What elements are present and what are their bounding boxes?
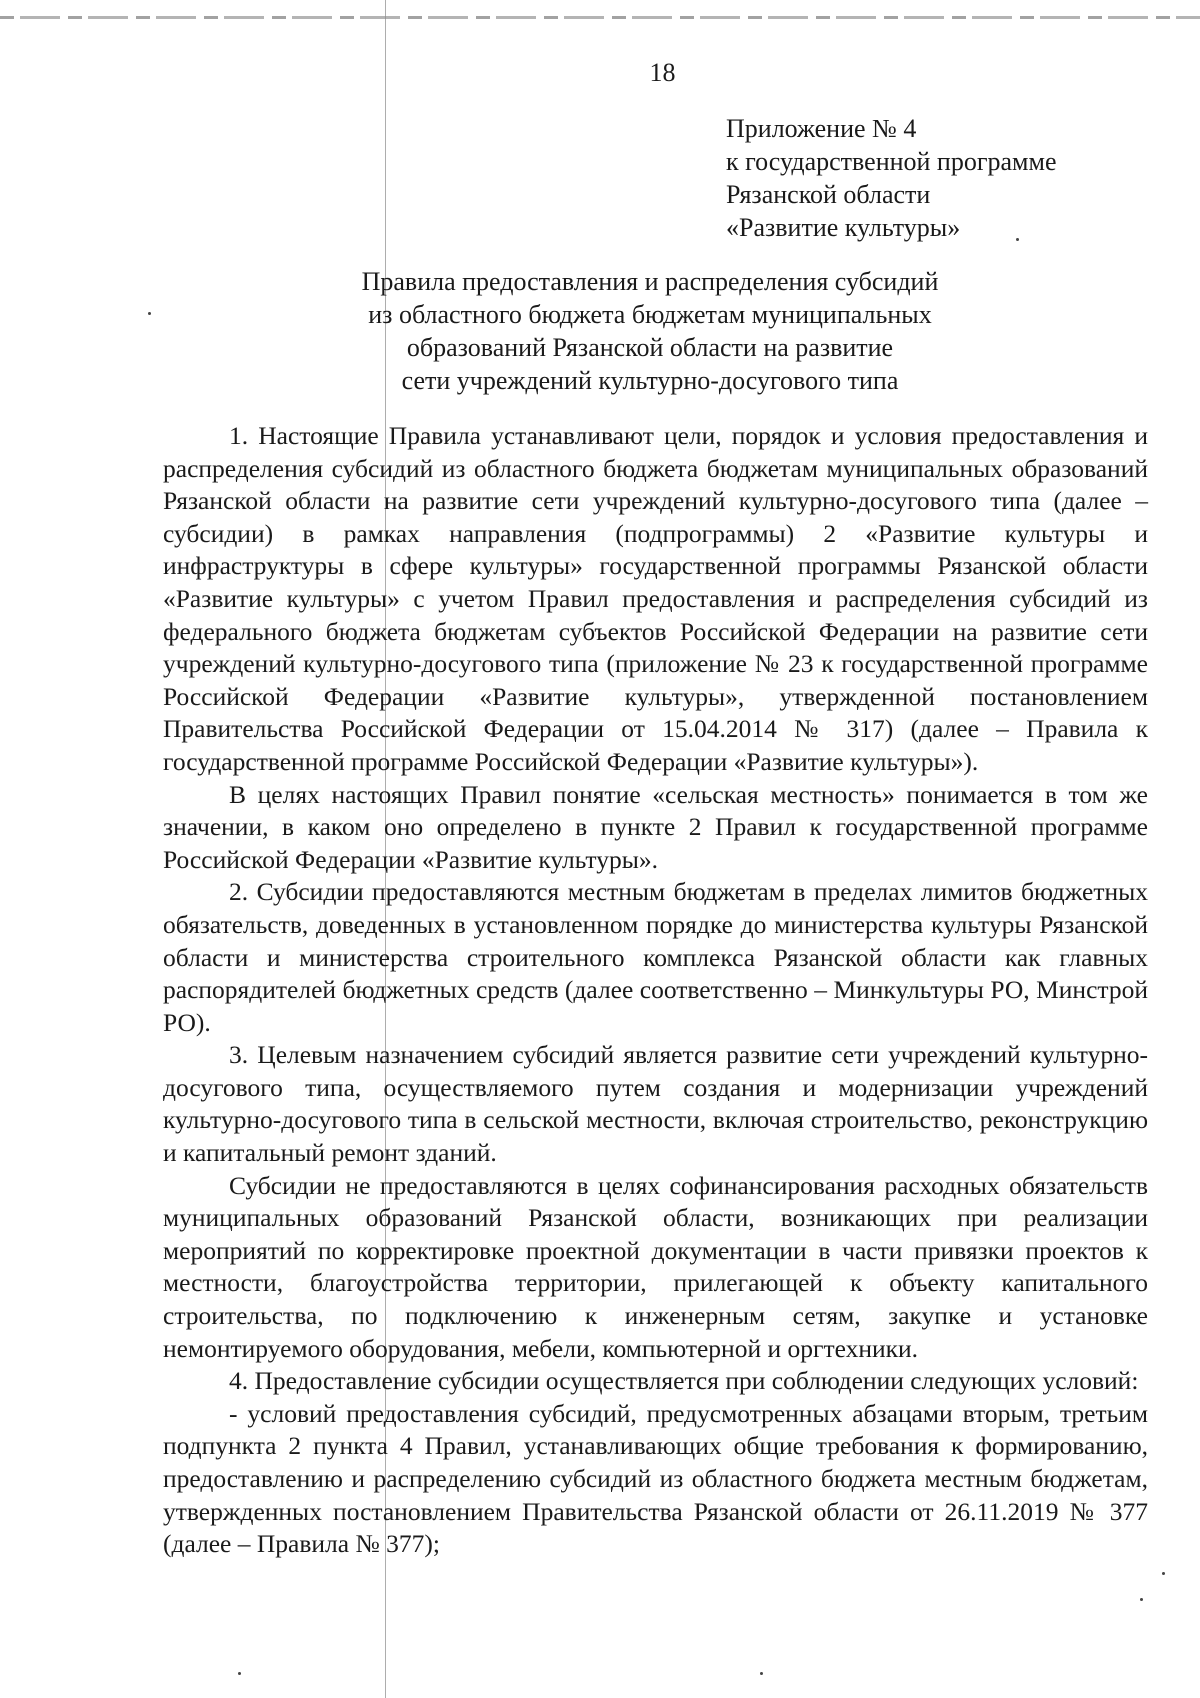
document-body [163,420,1148,1561]
scan-edge-artifact [0,16,1200,19]
appendix-header [726,112,1057,244]
appendix-line: Приложение № 4 [726,114,917,143]
paragraph-condition-item: - условий предоставления субсидий, предусмотренных абзацами вторым, третьим подпункта 2 пункта 4 Правил, устанавливающих общие требования к формированию, предоставлению и распределению субсидий из областного бюджета местным бюджетам, утвержденных постановлением Правительства Рязанской области от 26.11.2019 № 377 (далее – Правила № 377); [163,1398,1148,1559]
page-number: 18 [649,58,676,87]
appendix-line: Рязанской области [726,180,931,209]
paragraph-exclusions: Субсидии не предоставляются в целях софинансирования расходных обязательств муниципальных образований Рязанской области, возникающих при реализации мероприятий по корректировке проектной документации в части привязки проектов к местности, благоустройства территории, прилегающей к объекту капитального строительства, по подключению к инженерным сетям, закупке и установке немонтируемого оборудования, мебели, компьютерной и оргтехники. [163,1170,1148,1363]
title-line: сети учреждений культурно-досугового типа [401,366,899,395]
paragraph-4: 4. Предоставление субсидии осуществляется при соблюдении следующих условий: [229,1366,1139,1396]
scan-speck [1016,238,1019,241]
scan-speck [238,1672,241,1675]
title-line: Правила предоставления и распределения субсидий [361,267,939,296]
paragraph-rural-definition: В целях настоящих Правил понятие «сельская местность» понимается в том же значении, в каком оно определено в пункте 2 Правил к государственной программе Российской Федерации «Развитие культуры». [163,779,1148,874]
paragraph-2: 2. Субсидии предоставляются местным бюджетам в пределах лимитов бюджетных обязательств, доведенных в установленном порядке до министерства культуры Рязанской области и министерства строительного комплекса Рязанской области как главных распорядителей бюджетных средств (далее соответственно – Минкультуры РО, Минстрой РО). [163,877,1148,1037]
document-title [300,265,1000,397]
scan-speck [1162,1572,1165,1575]
scan-speck [760,1672,763,1675]
appendix-line: «Развитие культуры» [726,213,961,242]
title-line: образований Рязанской области на развитие [406,333,894,362]
paragraph-3: 3. Целевым назначением субсидий является развитие сети учреждений культурно-досугового типа, осуществляемого путем создания и модернизации учреждений культурно-досугового типа в сельской местности, включая строительство, реконструкцию и капитальный ремонт зданий. [163,1040,1148,1168]
paragraph-1: 1. Настоящие Правила устанавливают цели, порядок и условия предоставления и распределения субсидий из областного бюджета бюджетам муниципальных образований Рязанской области на развитие сети учреждений культурно-досугового типа (далее – субсидии) в рамках направления (подпрограммы) 2 «Развитие культуры и инфраструктуры в сфере культуры» государственной программы Рязанской области «Развитие культуры» с учетом Правил предоставления и распределения субсидий из федерального бюджета бюджетам субъектов Российской Федерации на развитие сети учреждений культурно-досугового типа (приложение № 23 к государственной программе Российской Федерации «Развитие культуры», утвержденной постановлением Правительства Российской Федерации от 15.04.2014 № 317) (далее – Правила к государственной программе Российской Федерации «Развитие культуры»). [163,421,1148,776]
scan-speck [148,312,151,315]
appendix-line: к государственной программе [726,147,1057,176]
title-line: из областного бюджета бюджетам муниципальных [368,300,932,329]
scan-speck [1140,1598,1143,1601]
